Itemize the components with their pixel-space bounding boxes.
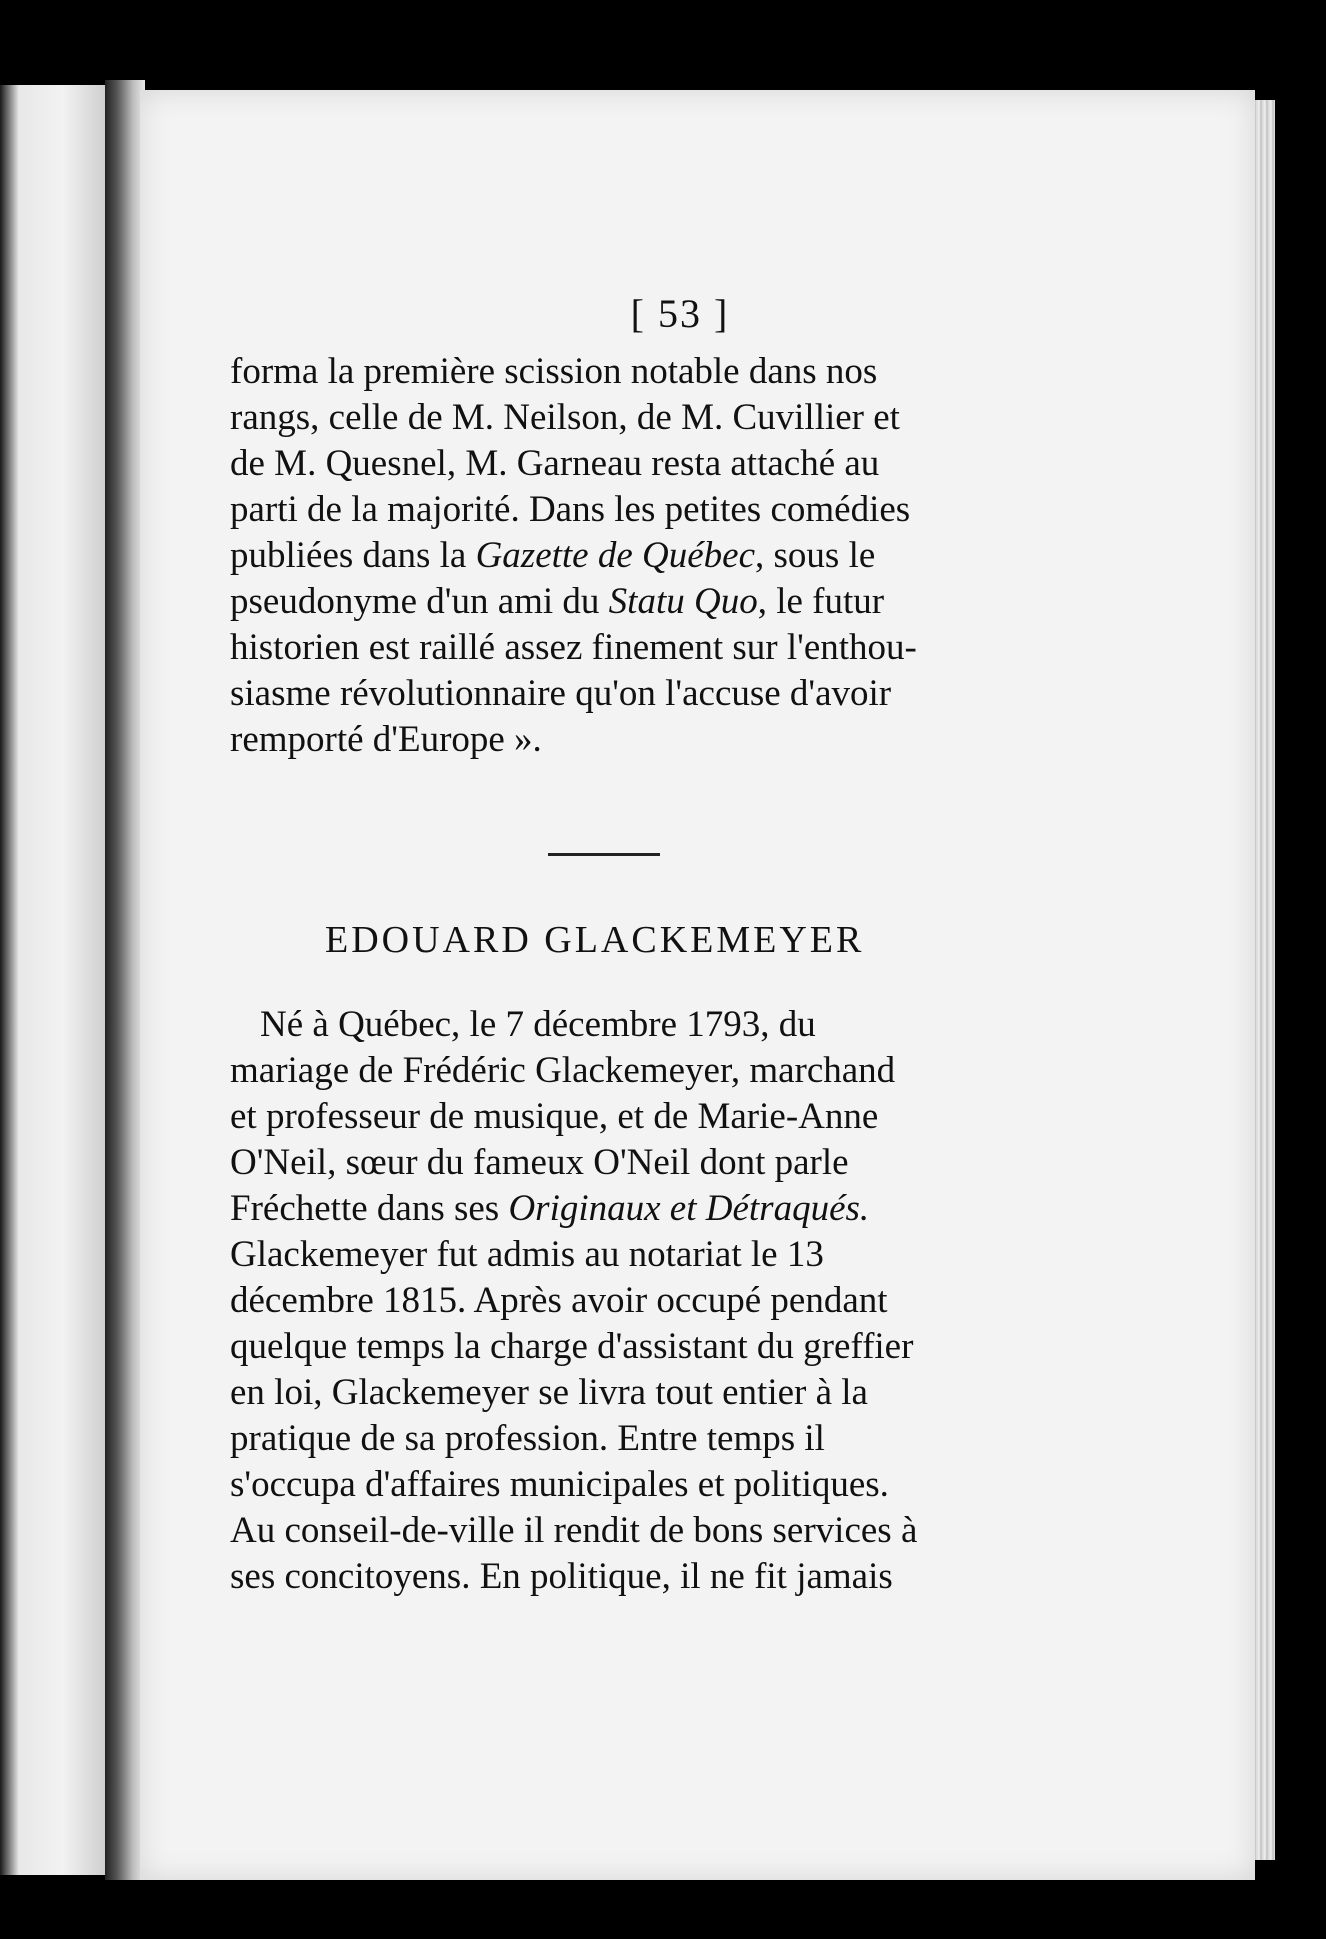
- text-line: et professeur de musique, et de Marie-Anne: [230, 1096, 879, 1137]
- text-line: parti de la majorité. Dans les petites comédies: [230, 489, 911, 530]
- text-segment: , sous le: [755, 535, 876, 576]
- paragraph-second: [230, 1002, 1020, 1600]
- text-line: siasme révolutionnaire qu'on l'accuse d'avoir: [230, 673, 892, 714]
- text-segment: , le futur: [757, 581, 885, 622]
- text-line: en loi, Glackemeyer se livra tout entier à la: [230, 1372, 868, 1413]
- text-line: Au conseil-de-ville il rendit de bons services à: [230, 1510, 918, 1551]
- text-line: quelque temps la charge d'assistant du greffier: [230, 1326, 914, 1367]
- page-number: [ 53 ]: [630, 291, 730, 336]
- text-line: [230, 1186, 1020, 1232]
- section-title: EDOUARD GLACKEMEYER: [325, 919, 865, 961]
- text-line: ses concitoyens. En politique, il ne fit jamais: [230, 1556, 893, 1597]
- paragraph-first: [230, 349, 1020, 763]
- text-line: Glackemeyer fut admis au notariat le 13: [230, 1234, 824, 1275]
- text-line: Né à Québec, le 7 décembre 1793, du: [260, 1004, 816, 1045]
- text-line: décembre 1815. Après avoir occupé pendant: [230, 1280, 888, 1321]
- section-divider: [548, 853, 660, 856]
- text-line: [230, 533, 1020, 579]
- italic-title: Originaux et Détraqués.: [508, 1188, 870, 1229]
- text-line: rangs, celle de M. Neilson, de M. Cuvillier et: [230, 397, 900, 438]
- text-line: remporté d'Europe ».: [230, 719, 542, 760]
- text-segment: pseudonyme d'un ami du: [230, 581, 609, 622]
- text-segment: Fréchette dans ses: [230, 1188, 509, 1229]
- text-line: historien est raillé assez finement sur l'enthou-: [230, 627, 917, 668]
- italic-title: Gazette de Québec: [475, 535, 756, 576]
- book-spine: [105, 80, 145, 1880]
- left-page-edge: [0, 85, 105, 1875]
- text-line: pratique de sa profession. Entre temps il: [230, 1418, 825, 1459]
- text-segment: publiées dans la: [230, 535, 476, 576]
- text-line: s'occupa d'affaires municipales et politiques.: [230, 1464, 889, 1505]
- text-line: [230, 579, 1020, 625]
- italic-title: Statu Quo: [608, 581, 758, 622]
- book-page: [140, 90, 1255, 1880]
- text-line: O'Neil, sœur du fameux O'Neil dont parle: [230, 1142, 849, 1183]
- page-content: [230, 290, 1020, 1600]
- text-line: mariage de Frédéric Glackemeyer, marchand: [230, 1050, 896, 1091]
- text-line: forma la première scission notable dans nos: [230, 351, 878, 392]
- text-line: de M. Quesnel, M. Garneau resta attaché au: [230, 443, 880, 484]
